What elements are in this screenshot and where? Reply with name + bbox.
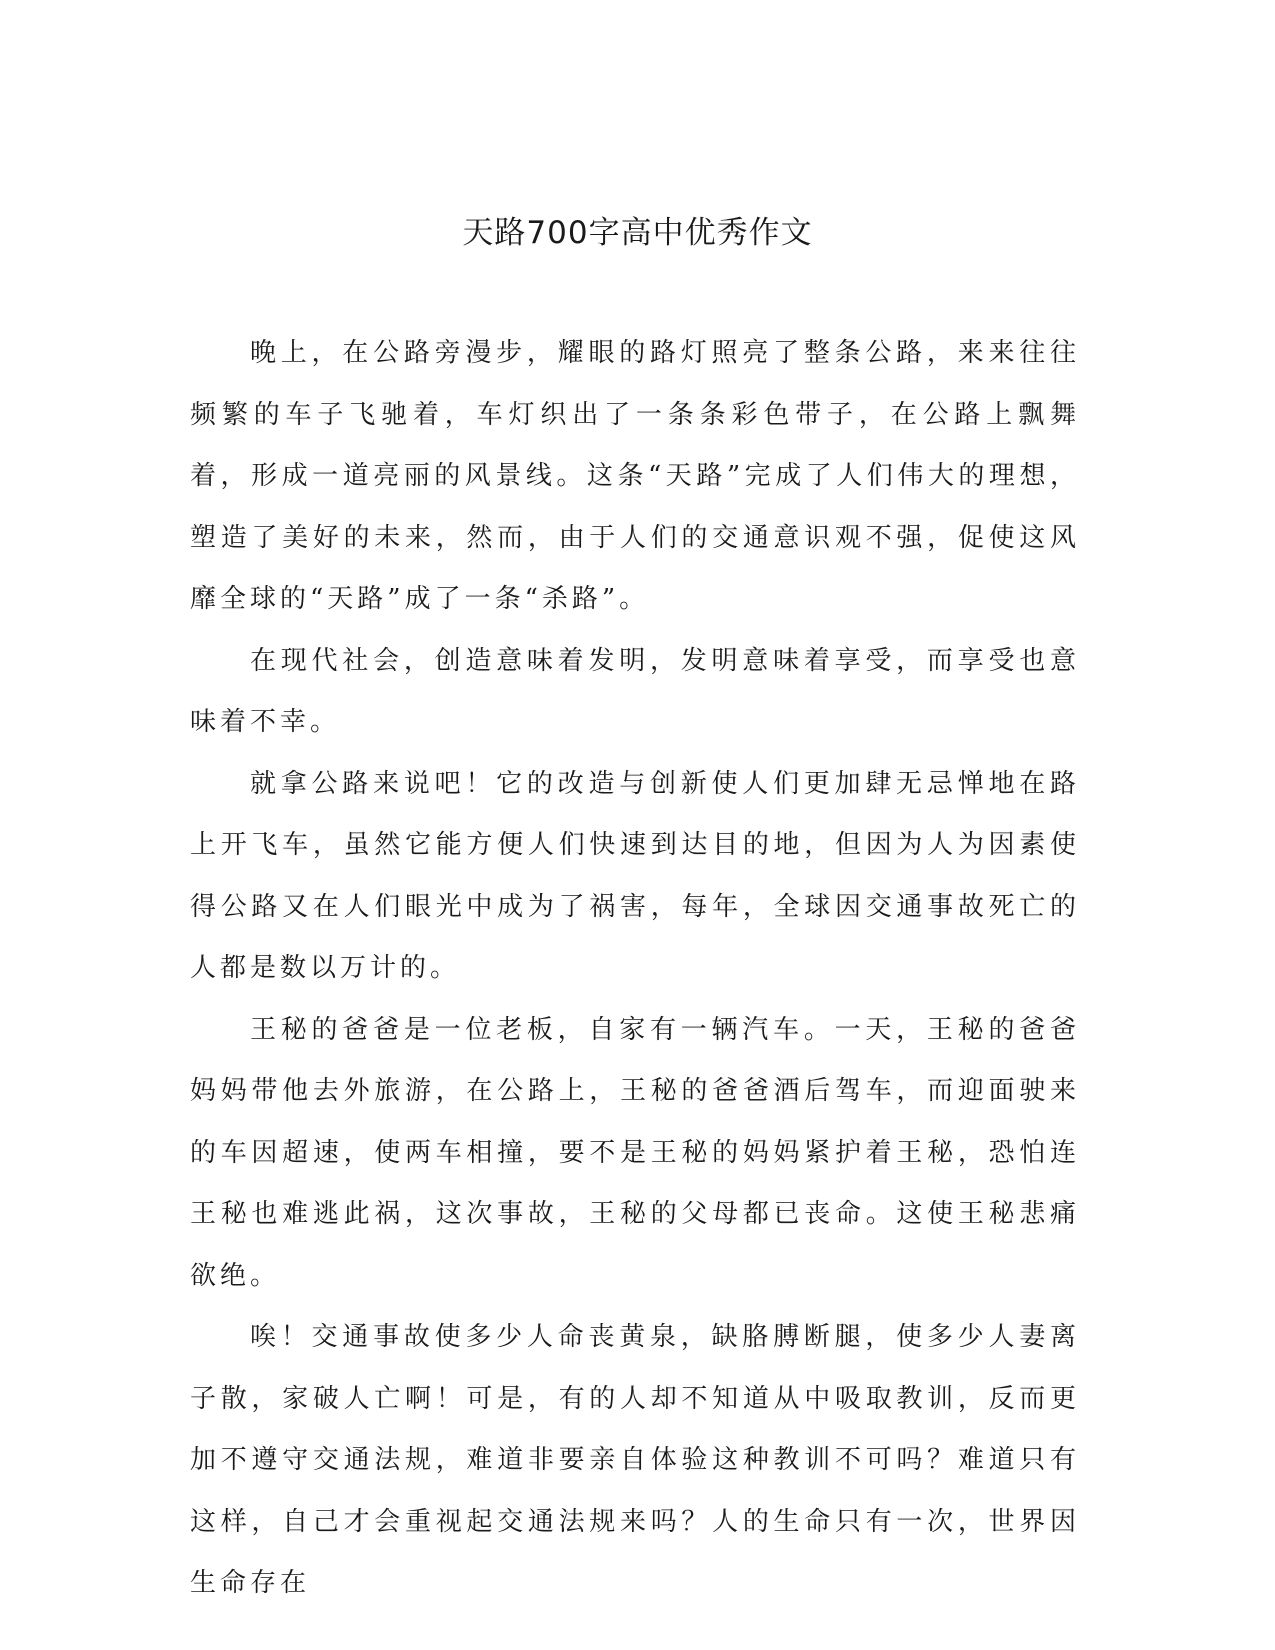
paragraph-2: 在现代社会，创造意味着发明，发明意味着享受，而享受也意味着不幸。: [190, 645, 1080, 737]
paragraph-1: 晚上，在公路旁漫步，耀眼的路灯照亮了整条公路，来来往往频繁的车子飞驰着，车灯织出了一条条彩色带子，在公路上飘舞着，形成一道亮丽的风景线。这条“天路”完成了人们伟大的理想，塑造了美好的未来，然而，由于人们的交通意识观不强，促使这风靡全球的“天路”成了一条“杀路”。: [190, 338, 1080, 614]
document-body: [190, 323, 1080, 1615]
document-title: 天路700字高中优秀作文: [462, 215, 813, 251]
paragraph-3: 就拿公路来说吧！它的改造与创新使人们更加肆无忌惮地在路上开飞车，虽然它能方便人们快速到达目的地，但因为人为因素使得公路又在人们眼光中成为了祸害，每年，全球因交通事故死亡的人都是数以万计的。: [190, 768, 1080, 983]
paragraph-4: 王秘的爸爸是一位老板，自家有一辆汽车。一天，王秘的爸爸妈妈带他去外旅游，在公路上，王秘的爸爸酒后驾车，而迎面驶来的车因超速，使两车相撞，要不是王秘的妈妈紧护着王秘，恐怕连王秘也难逃此祸，这次事故，王秘的父母都已丧命。这使王秘悲痛欲绝。: [190, 1014, 1080, 1291]
paragraph-5: 唉！交通事故使多少人命丧黄泉，缺胳膊断腿，使多少人妻离子散，家破人亡啊！可是，有的人却不知道从中吸取教训，反而更加不遵守交通法规，难道非要亲自体验这种教训不可吗？难道只有这样，自己才会重视起交通法规来吗？人的生命只有一次，世界因生命存在: [190, 1322, 1080, 1598]
